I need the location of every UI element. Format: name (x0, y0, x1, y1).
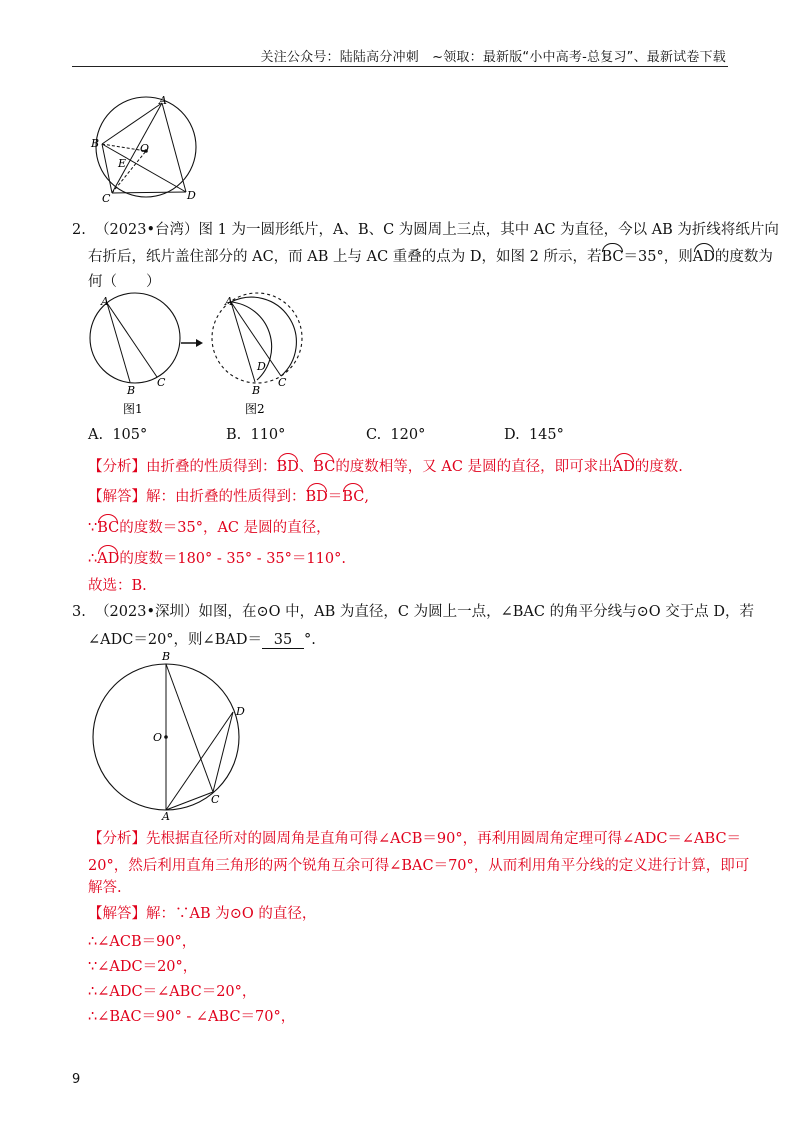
arc-bc: BC (97, 520, 120, 536)
q2-option-c: C. 120° (366, 427, 426, 443)
q3-fig-label-d: D (236, 705, 245, 718)
figure-q2 (85, 296, 305, 420)
q3-analysis-line3: 解答. (88, 880, 122, 896)
q3-analysis-line2: 20°，然后利用直角三角形的两个锐角互余可得∠BAC＝70°，从而利用角平分线的定义进行计算，即可 (88, 858, 750, 874)
q2-line2 (88, 247, 773, 267)
q2-choice: 故选：B. (88, 578, 147, 594)
q3-answer-line2: ∴∠ACB＝90°， (88, 934, 197, 950)
answer-tag: 【解答】 (88, 906, 146, 922)
figure-q1-circle (88, 95, 208, 205)
q2-text-line1: 图 1 为一圆形纸片，A、B、C 为圆周上三点，其中 AC 为直径，今以 AB 为折线将纸片向 (198, 222, 779, 238)
fig1-label-e: E (118, 157, 127, 170)
arc-bd: BD (305, 489, 328, 505)
q3-line2: ∠ADC＝20°，则∠BAD＝ 35 °. (88, 632, 316, 648)
arc-bc: BC (601, 249, 624, 265)
q3-fig-label-b: B (162, 650, 171, 663)
q2-therefore-line: ∴AD的度数＝180° - 35° - 35°＝110°. (88, 551, 346, 567)
header-text: 关注公众号：陆陆高分冲刺 ~领取：最新版“小中高考-总复习”、最新试卷下载 (260, 50, 726, 65)
arc-ad: AD (612, 459, 635, 475)
q2-fig1-caption: 图1 (123, 402, 143, 416)
fig1-label-c: C (102, 192, 111, 205)
q2-text-line2c: 的度数为 (714, 249, 773, 265)
q2-line3: 何（ ） (88, 274, 161, 290)
q3-fig-label-a: A (162, 810, 170, 823)
answer-blank: 35 (262, 632, 304, 649)
q2-fig1-label-b: B (127, 384, 136, 397)
q3-source: （2023•深圳） (95, 604, 199, 620)
q2-fig1-label-c: C (157, 376, 166, 389)
q3-number: 3. (72, 604, 86, 620)
fig1-label-a: A (159, 94, 167, 107)
q3-fig-label-o: O (153, 731, 163, 744)
q2-text-line2b: ＝35°，则 (623, 249, 693, 265)
arc-bd: BD (276, 459, 299, 475)
q2-fig2-caption: 图2 (245, 402, 265, 416)
q2-fig2-label-a: A (225, 295, 233, 308)
fig1-label-b: B (91, 137, 100, 150)
q3-answer-line5: ∴∠BAC＝90° - ∠ABC＝70°， (88, 1009, 296, 1025)
analysis-tag: 【分析】 (88, 831, 146, 847)
page-number: 9 (72, 1072, 81, 1087)
arc-ad: AD (692, 249, 715, 265)
q2-fig2-label-d: D (257, 360, 266, 373)
analysis-tag: 【分析】 (88, 459, 146, 475)
q2-option-b: B. 110° (226, 427, 286, 443)
q3-line1 (72, 602, 754, 622)
arc-bc: BC (342, 489, 365, 505)
figure-q3-circle (80, 646, 260, 823)
q3-answer-line3: ∵∠ADC＝20°， (88, 959, 198, 975)
q2-source: （2023•台湾） (95, 222, 199, 238)
q2-text-line2a: 右折后，纸片盖住部分的 AC，而 AB 上与 AC 重叠的点为 D，如图 2 所示，若 (88, 249, 602, 265)
q3-text-line1: 如图，在⊙O 中，AB 为直径，C 为圆上一点，∠BAC 的角平分线与⊙O 交于点 D，若 (198, 604, 754, 620)
q2-fig2-label-b: B (252, 384, 261, 397)
q3-answer-line1: 【解答】解：∵AB 为⊙O 的直径， (88, 906, 317, 922)
q2-answer: 【解答】解：由折叠的性质得到：BD＝BC, (88, 489, 369, 505)
q2-analysis: 【分析】由折叠的性质得到：BD、BC的度数相等，又 AC 是圆的直径，即可求出AD的度数. (88, 459, 683, 475)
q3-fig-label-c: C (211, 793, 220, 806)
q2-number: 2. (72, 222, 86, 238)
q2-since-line: ∵BC的度数＝35°，AC 是圆的直径， (88, 520, 331, 536)
answer-tag: 【解答】 (88, 489, 146, 505)
fig1-label-d: D (187, 189, 196, 202)
header-rule (72, 66, 728, 67)
q2-option-d: D. 145° (504, 427, 564, 443)
q2-line1 (72, 220, 779, 240)
arc-bc: BC (313, 459, 336, 475)
q2-fig1-label-a: A (101, 295, 109, 308)
q3-answer-line4: ∴∠ADC＝∠ABC＝20°， (88, 984, 257, 1000)
q2-fig2-label-c: C (278, 376, 287, 389)
q2-option-a: A. 105° (88, 427, 148, 443)
q3-analysis-line1: 【分析】先根据直径所对的圆周角是直角可得∠ACB＝90°，再利用圆周角定理可得∠ADC＝∠ABC＝ (88, 831, 742, 847)
arc-ad: AD (97, 551, 120, 567)
fig1-label-o: O (140, 142, 150, 155)
